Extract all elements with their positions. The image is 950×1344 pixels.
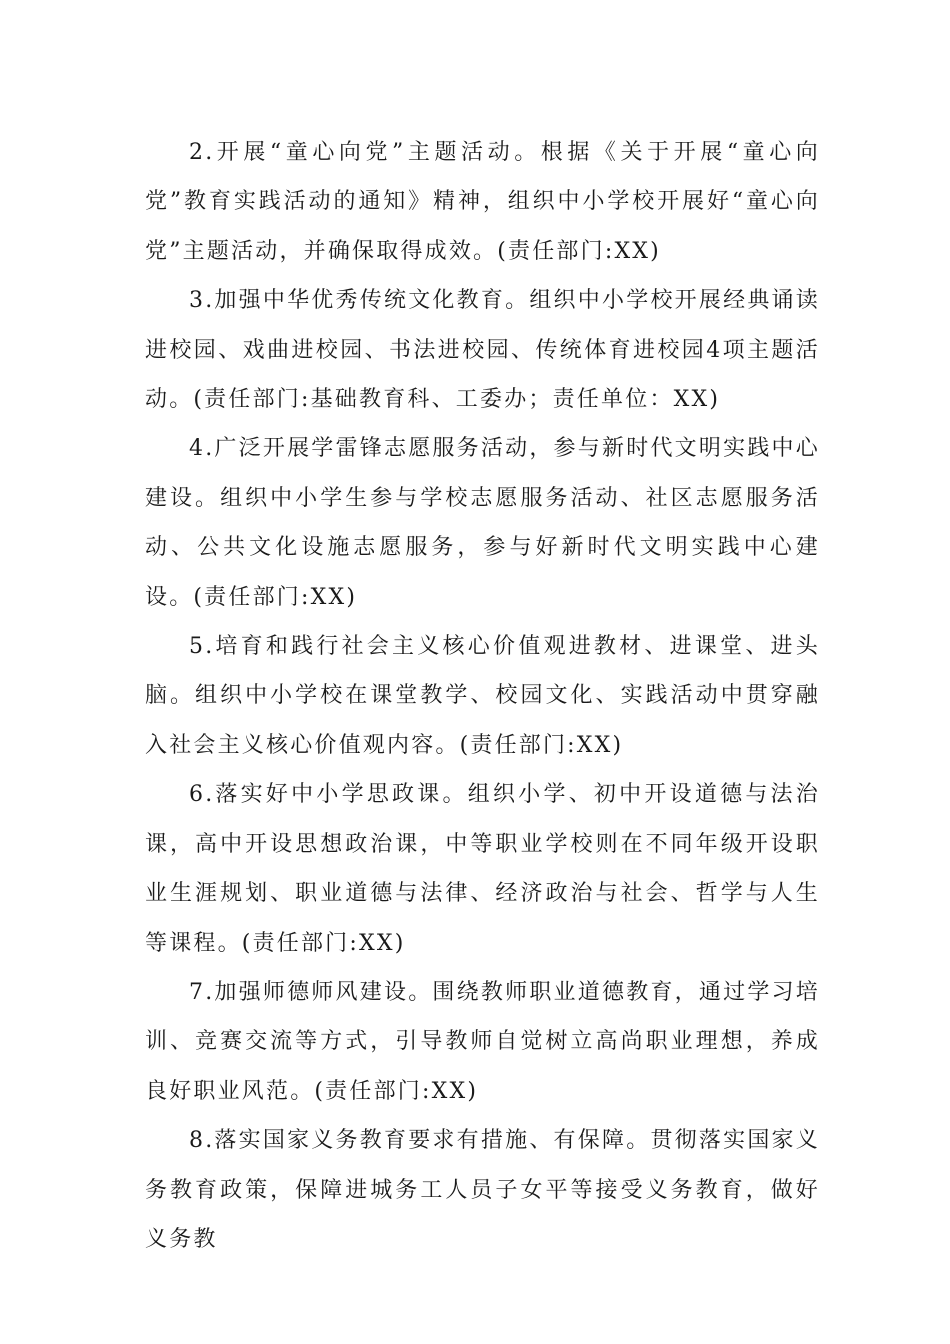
paragraph-item-2: 2.开展“童心向党”主题活动。根据《关于开展“童心向党”教育实践活动的通知》精神，组织中小学校开展好“童心向党”主题活动，并确保取得成效。(责任部门:XX) — [145, 140, 820, 264]
paragraph-item-7: 7.加强师德师风建设。围绕教师职业道德教育，通过学习培训、竞赛交流等方式，引导教师自觉树立高尚职业理想，养成良好职业风范。(责任部门:XX) — [145, 979, 820, 1104]
paragraph-item-4: 4.广泛开展学雷锋志愿服务活动，参与新时代文明实践中心建设。组织中小学生参与学校志愿服务活动、社区志愿服务活动、公共文化设施志愿服务，参与好新时代文明实践中心建设。(责任部门:XX) — [145, 436, 820, 610]
paragraph-item-3: 3.加强中华优秀传统文化教育。组织中小学校开展经典诵读进校园、戏曲进校园、书法进校园、传统体育进校园4项主题活动。(责任部门:基础教育科、工委办；责任单位：XX) — [145, 288, 820, 413]
paragraph-item-8: 8.落实国家义务教育要求有措施、有保障。贯彻落实国家义务教育政策，保障进城务工人员子女平等接受义务教育，做好义务教 — [145, 1128, 820, 1252]
paragraph-item-6: 6.落实好中小学思政课。组织小学、初中开设道德与法治课，高中开设思想政治课，中等职业学校则在不同年级开设职业生涯规划、职业道德与法律、经济政治与社会、哲学与人生等课程。(责任部门:XX) — [145, 782, 820, 956]
paragraph-item-5: 5.培育和践行社会主义核心价值观进教材、进课堂、进头脑。组织中小学校在课堂教学、校园文化、实践活动中贯穿融入社会主义核心价值观内容。(责任部门:XX) — [145, 634, 820, 758]
